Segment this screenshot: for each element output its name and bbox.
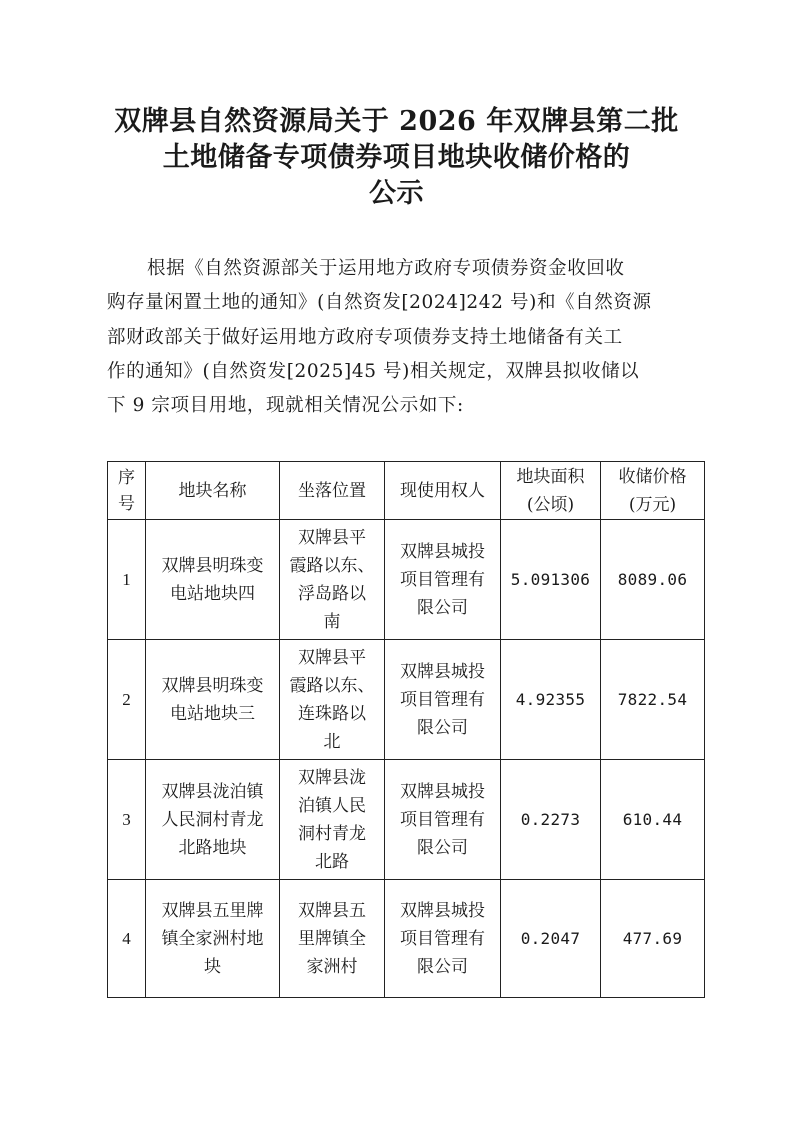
title-line-2: 土地储备专项债券项目地块收储价格的 <box>162 142 631 173</box>
cell-owner: 双牌县城投 项目管理有 限公司 <box>385 760 501 880</box>
cell-location: 双牌县泷 泊镇人民 洞村青龙 北路 <box>280 760 385 880</box>
document-title <box>60 104 733 212</box>
cell-name: 双牌县明珠变 电站地块三 <box>146 640 280 760</box>
cell-area: 0.2273 <box>501 760 601 880</box>
header-name: 地块名称 <box>146 462 280 520</box>
cell-name: 双牌县泷泊镇 人民洞村青龙 北路地块 <box>146 760 280 880</box>
title-line-3: 公示 <box>369 178 424 209</box>
cell-owner: 双牌县城投 项目管理有 限公司 <box>385 640 501 760</box>
header-price: 收储价格 (万元) <box>601 462 705 520</box>
cell-location: 双牌县五 里牌镇全 家洲村 <box>280 880 385 998</box>
header-owner: 现使用权人 <box>385 462 501 520</box>
body-line-3: 部财政部关于做好运用地方政府专项债券支持土地储备有关工 <box>107 326 623 348</box>
table-row <box>108 520 705 640</box>
table-header-row <box>108 462 705 520</box>
cell-owner: 双牌县城投 项目管理有 限公司 <box>385 520 501 640</box>
body-line-5: 下 9 宗项目用地，现就相关情况公示如下: <box>107 395 464 417</box>
title-line-1: 双牌县自然资源局关于 2026 年双牌县第二批 <box>114 106 679 137</box>
cell-location: 双牌县平 霞路以东、 浮岛路以 南 <box>280 520 385 640</box>
body-line-4: 作的通知》(自然资发[2025]45 号)相关规定，双牌县拟收储以 <box>107 360 640 382</box>
header-area: 地块面积 (公顷) <box>501 462 601 520</box>
cell-seq: 4 <box>108 880 146 998</box>
land-parcel-table <box>107 461 705 998</box>
cell-price: 477.69 <box>601 880 705 998</box>
table-row <box>108 760 705 880</box>
cell-name: 双牌县明珠变 电站地块四 <box>146 520 280 640</box>
body-line-1: 根据《自然资源部关于运用地方政府专项债券资金收回收 <box>147 258 625 279</box>
cell-area: 4.92355 <box>501 640 601 760</box>
cell-seq: 2 <box>108 640 146 760</box>
cell-price: 610.44 <box>601 760 705 880</box>
header-location: 坐落位置 <box>280 462 385 520</box>
header-seq: 序 号 <box>108 462 146 520</box>
cell-area: 5.091306 <box>501 520 601 640</box>
cell-location: 双牌县平 霞路以东、 连珠路以 北 <box>280 640 385 760</box>
cell-seq: 3 <box>108 760 146 880</box>
body-line-2: 购存量闲置土地的通知》(自然资发[2024]242 号)和《自然资源 <box>107 292 652 314</box>
table-row <box>108 640 705 760</box>
cell-owner: 双牌县城投 项目管理有 限公司 <box>385 880 501 998</box>
table-row <box>108 880 705 998</box>
cell-area: 0.2047 <box>501 880 601 998</box>
cell-name: 双牌县五里牌 镇全家洲村地 块 <box>146 880 280 998</box>
cell-price: 7822.54 <box>601 640 705 760</box>
cell-price: 8089.06 <box>601 520 705 640</box>
cell-seq: 1 <box>108 520 146 640</box>
body-paragraph <box>107 252 707 423</box>
